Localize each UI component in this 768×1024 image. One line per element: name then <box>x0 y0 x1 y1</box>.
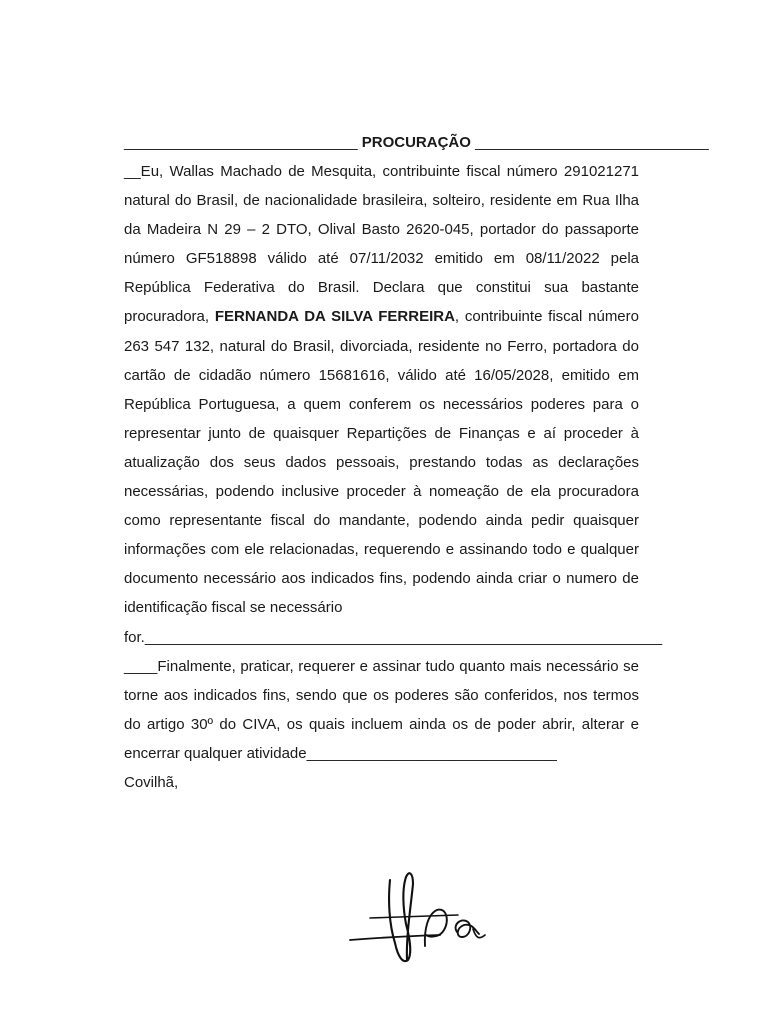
title-left-rule: ____________________________ <box>124 134 358 151</box>
signature-graphic <box>340 866 510 976</box>
attorney-name: FERNANDA DA SILVA FERREIRA <box>214 308 455 326</box>
document-title: PROCURAÇÃO <box>361 134 471 151</box>
power-of-attorney-paragraph <box>124 157 639 623</box>
grantor-details: __Eu, Wallas Machado de Mesquita, contribuinte fiscal número 291021271 natural do Brasil, de nacionalidade brasileira, solteiro, residente em Rua Ilha da Madeira N 29 – 2 DTO, Olival Basto 2620-045, portador do passaporte número GF518898 válido até 07/11/2032 emitido em 08/11/2022 pela República Federativa do Brasil. Declara que constitui sua bastante procuradora, <box>124 163 639 326</box>
document-body <box>124 128 709 797</box>
powers-text: , contribuinte fiscal número 263 547 132, natural do Brasil, divorciada, residente no Ferro, portadora do cartão de cidadão número 15681616, válido até 16/05/2028, emitido em República Portuguesa, a quem conferem os necessários poderes para o representar junto de quaisquer Repartições de Finanças e aí proceder à atualização dos seus dados pessoais, prestando todas as declarações necessárias, podendo inclusive proceder à nomeação de ela procuradora como representante fiscal do mandante, podendo ainda pedir quaisquer informações com ele relacionadas, requerendo e assinando todo e qualquer documento necessário aos indicados fins, podendo ainda criar o numero de identificação fiscal se necessário <box>124 308 639 617</box>
final-powers-paragraph: ____Finalmente, praticar, requerer e assinar tudo quanto mais necessário se torne aos indicados fins, sendo que os poderes são conferidos, nos termos do artigo 30º do CIVA, os quais incluem ainda os de poder abrir, alterar e encerrar qualquer atividade______________________________ <box>124 657 639 762</box>
title-right-rule: ____________________________ <box>475 134 709 151</box>
document-title-line <box>124 128 709 157</box>
handwritten-signature <box>340 866 510 976</box>
paragraph-tail-line: for.______________________________________________________________ <box>124 628 663 646</box>
place-line: Covilhã, <box>124 773 179 791</box>
